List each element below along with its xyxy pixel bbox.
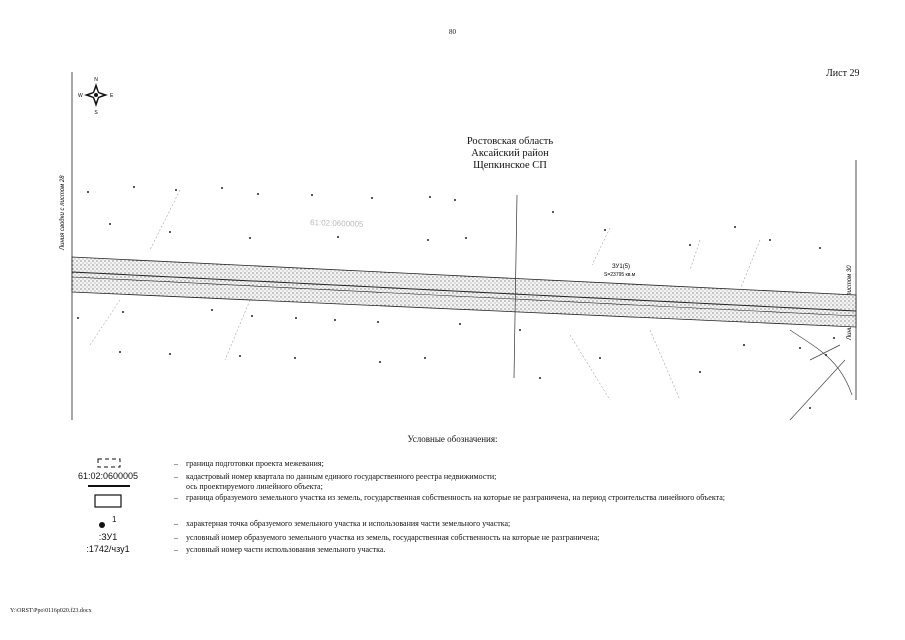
quarter-number-map: 61:02:0600005 xyxy=(309,218,364,229)
legend-text-3: граница образуемого земельного участка из земель, государственная собственность на которые не разграничена, на период строительства линейного объекта; xyxy=(186,493,725,502)
legend-text-5: условный номер образуемого земельного участка из земель, государственная собственность на которые не разграничена; xyxy=(186,533,600,542)
region-title xyxy=(430,136,590,172)
footer-file-path: Y:\ORST\Ppo\0116p020.f23.docx xyxy=(10,608,92,614)
point-marker-icon xyxy=(60,516,156,532)
legend-title: Условные обозначения: xyxy=(407,434,498,444)
legend-text-0: граница подготовки проекта межевания; xyxy=(186,459,324,468)
region-line-3: Щепкинское СП xyxy=(473,160,547,171)
legend-text-4: характерная точка образуемого земельного участка и использования части земельного участка; xyxy=(186,519,511,528)
parcel-area: S=23795 кв.м xyxy=(604,272,636,278)
sheet-label: Лист 29 xyxy=(826,68,860,79)
region-line-1: Ростовская область xyxy=(466,136,554,147)
legend-text-2: ось проектируемого линейного объекта; xyxy=(186,482,323,491)
legend-text-1: кадастровый номер квартала по данным единого государственного реестра недвижимости; xyxy=(186,472,497,481)
legend-text-6: условный номер части использования земельного участка. xyxy=(186,545,386,554)
parcel-label: ЗУ1(5) xyxy=(612,264,631,270)
zu-symbol: :ЗУ1 xyxy=(98,532,118,542)
axis-line-icon xyxy=(60,482,156,492)
compass-rose-icon xyxy=(78,77,114,116)
compass-n: N xyxy=(94,77,98,83)
point-marker-number: 1 xyxy=(112,515,117,524)
region-line-2: Аксайский район xyxy=(471,148,549,159)
dashed-boundary-icon xyxy=(60,457,156,471)
page-number: 80 xyxy=(449,28,456,36)
compass-s: S xyxy=(94,110,98,116)
compass-w: W xyxy=(78,93,83,99)
compass-e: E xyxy=(110,93,114,99)
chzu-symbol: :1742/чзу1 xyxy=(86,544,130,554)
left-match-line-label: Линия сводки с листом 28 xyxy=(60,175,66,250)
parcel-boundary-icon xyxy=(60,494,156,510)
quarter-number-symbol: 61:02:0600005 xyxy=(77,471,139,481)
